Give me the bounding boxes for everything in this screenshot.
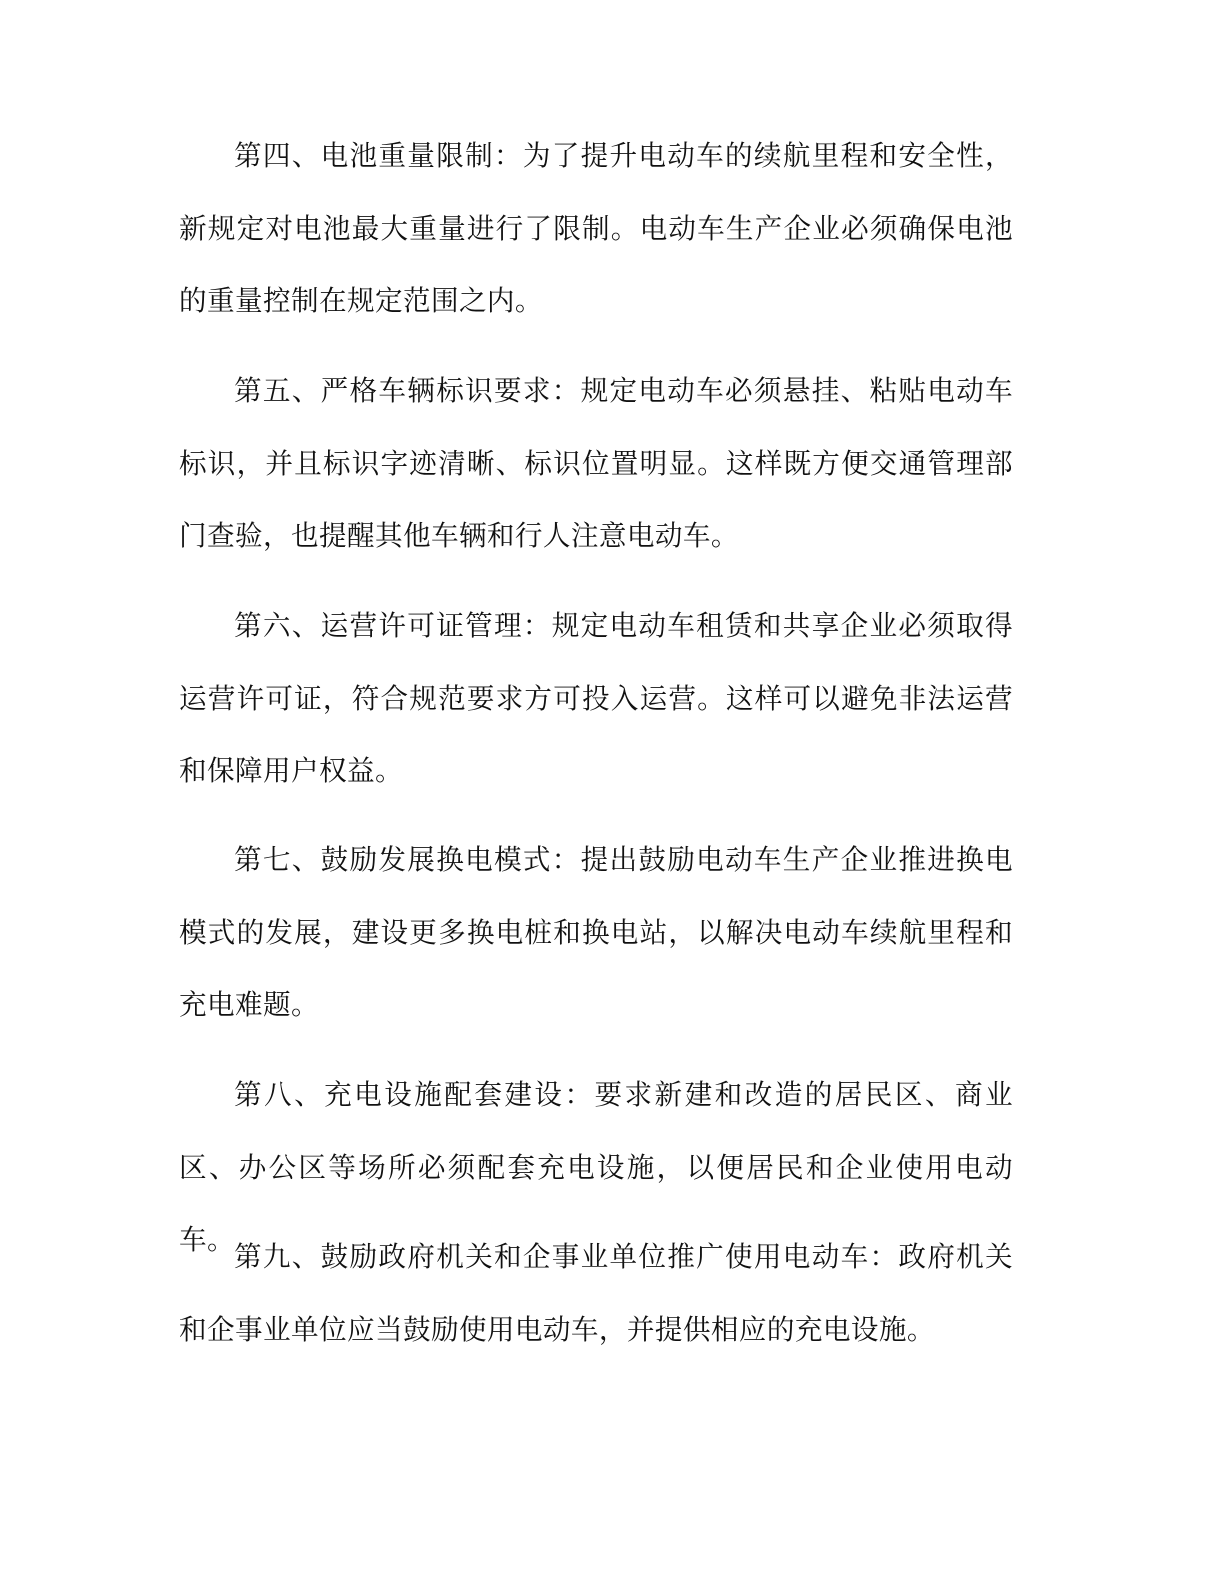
paragraph-operating-license: 第六、运营许可证管理：规定电动车租赁和共享企业必须取得运营许可证，符合规范要求方可投入运营。这样可以避免非法运营和保障用户权益。 bbox=[179, 609, 1013, 787]
paragraph-battery-weight-limit: 第四、电池重量限制：为了提升电动车的续航里程和安全性，新规定对电池最大重量进行了限制。电动车生产企业必须确保电池的重量控制在规定范围之内。 bbox=[179, 139, 1013, 317]
paragraph-vehicle-identification: 第五、严格车辆标识要求：规定电动车必须悬挂、粘贴电动车标识，并且标识字迹清晰、标识位置明显。这样既方便交通管理部门查验，也提醒其他车辆和行人注意电动车。 bbox=[179, 374, 1013, 552]
paragraph-charging-facilities: 第八、充电设施配套建设：要求新建和改造的居民区、商业区、办公区等场所必须配套充电设施，以便居民和企业使用电动车。 bbox=[179, 1078, 1013, 1256]
paragraph-battery-swap-mode: 第七、鼓励发展换电模式：提出鼓励电动车生产企业推进换电模式的发展，建设更多换电桩和换电站，以解决电动车续航里程和充电难题。 bbox=[179, 843, 1013, 1021]
paragraph-government-adoption: 第九、鼓励政府机关和企事业单位推广使用电动车：政府机关和企事业单位应当鼓励使用电动车，并提供相应的充电设施。 bbox=[179, 1240, 1013, 1346]
